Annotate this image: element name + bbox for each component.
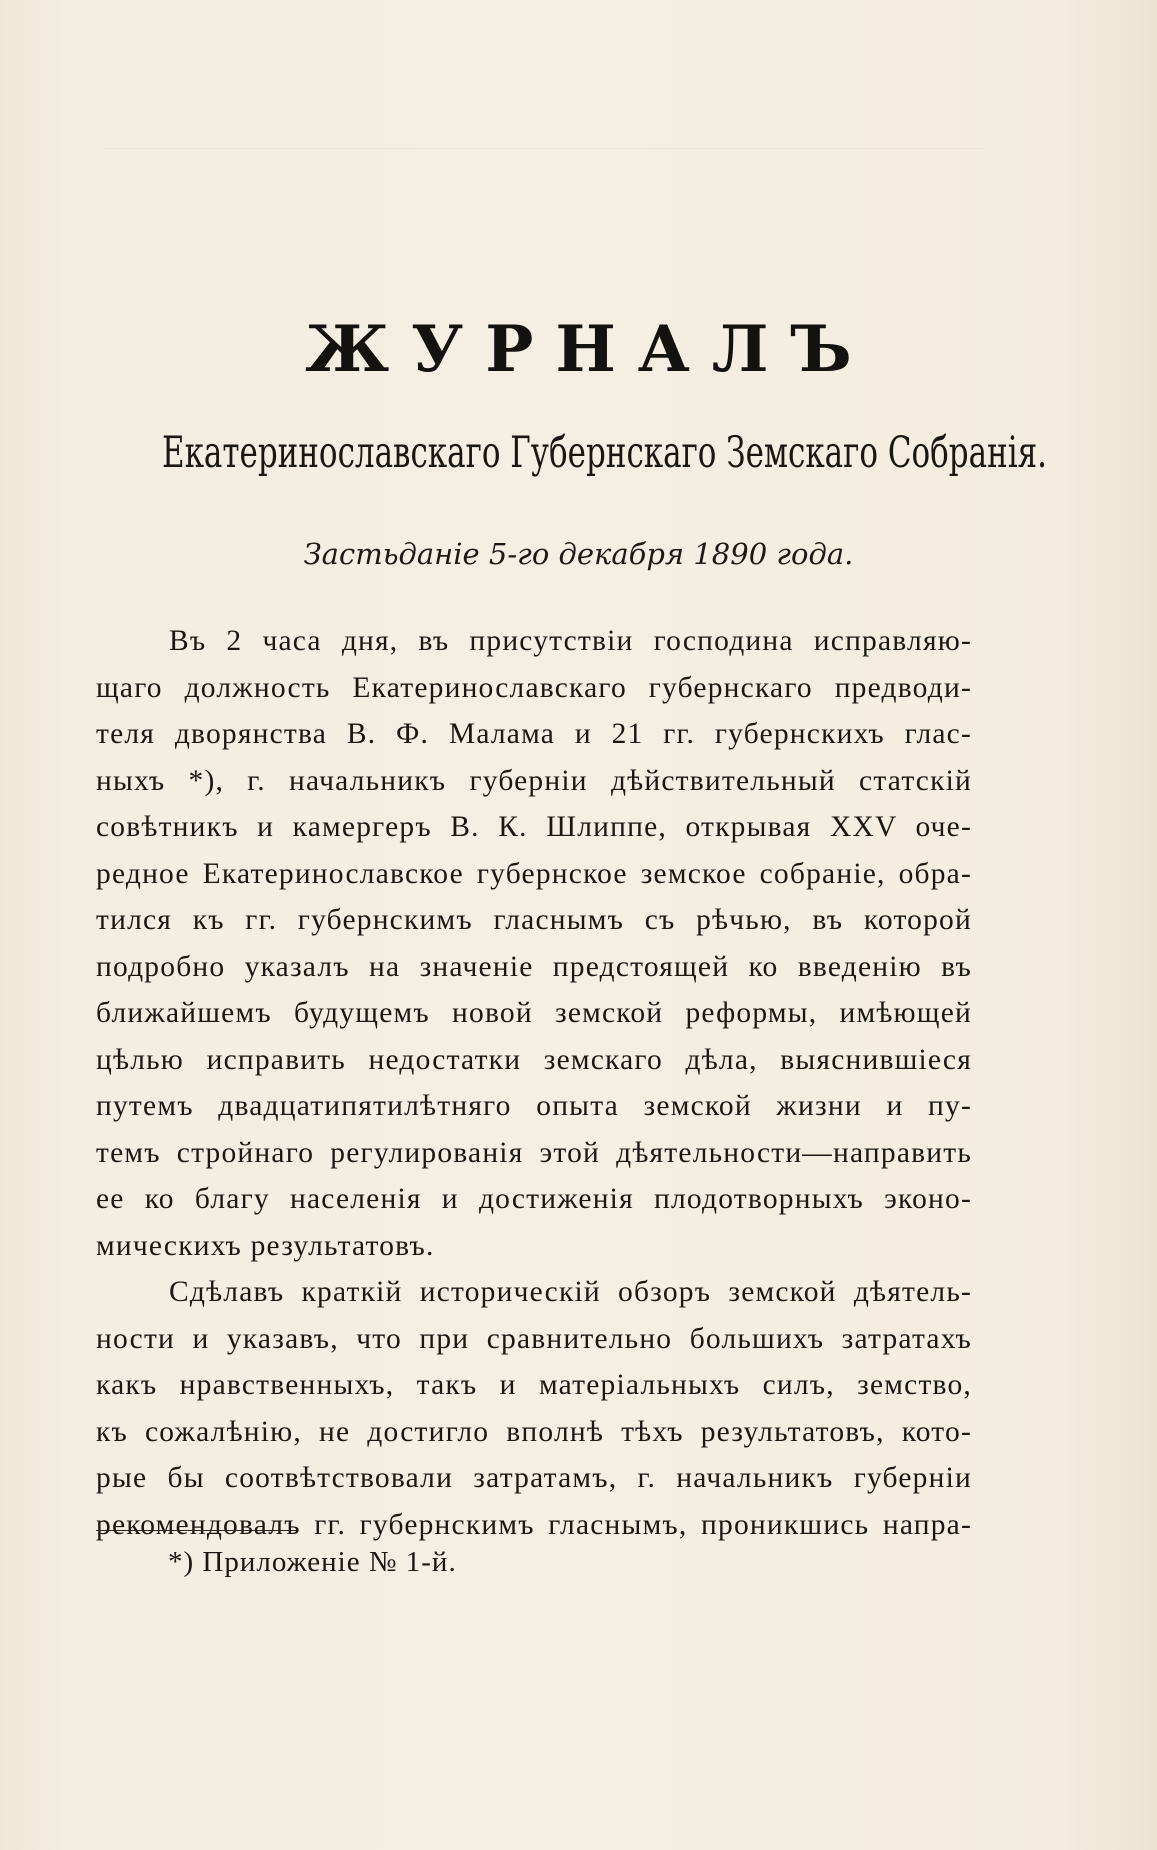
text-line: рекомендовалъ гг. губернскимъ гласнымъ, проникшись напра- — [96, 1508, 972, 1541]
text-line: подробно указалъ на значеніе предстоящей ко введенію въ — [96, 950, 972, 983]
page-title: ЖУРНАЛЪ — [305, 312, 874, 387]
text-line: ее ко благу населенія и достиженія плодотворныхъ эконо- — [96, 1183, 972, 1215]
text-line: къ сожалѣнію, не достигло вполнѣ тѣхъ результатовъ, кото- — [96, 1415, 972, 1448]
body-text — [96, 618, 972, 1548]
text-line: редное Екатеринославское губернское земское собраніе, обра- — [96, 857, 972, 890]
faint-header-rule — [105, 148, 985, 149]
text-line: мическихъ результатовъ. — [96, 1229, 435, 1262]
text-line: ныхъ *), г. начальникъ губерніи дѣйствительный статскій — [96, 764, 972, 797]
footnote: *) Приложеніе № 1-й. — [168, 1546, 457, 1578]
text-line: Въ 2 часа дня, въ присутствіи господина исправляю- — [169, 625, 972, 657]
paragraph-1 — [96, 618, 972, 1269]
text-line: щаго должность Екатеринославскаго губернскаго предводи- — [96, 671, 972, 704]
text-line: ности и указавъ, что при сравнительно большихъ затратахъ — [96, 1322, 972, 1355]
text-line: совѣтникъ и камергеръ В. К. Шлиппе, открывая XXV оче- — [96, 811, 972, 843]
footnote-rule — [96, 1530, 296, 1531]
paragraph-2 — [96, 1269, 972, 1548]
text-line: рые бы соотвѣтствовали затратамъ, г. начальникъ губерніи — [96, 1462, 972, 1494]
text-line: Сдѣлавъ краткій историческій обзоръ земской дѣятель- — [169, 1276, 972, 1308]
page-subtitle: Екатеринославскаго Губернскаго Земскаго Собранія. — [161, 428, 1047, 478]
text-line: тился къ гг. губернскимъ гласнымъ съ рѣчью, въ которой — [96, 904, 972, 936]
text-line: какъ нравственныхъ, такъ и матеріальныхъ силъ, земство, — [96, 1369, 972, 1401]
session-heading: Застьданіе 5-го декабря 1890 года. — [303, 537, 854, 571]
text-line: темъ стройнаго регулированія этой дѣятельности—направить — [96, 1136, 972, 1169]
text-line: путемъ двадцатипятилѣтняго опыта земской жизни и пу- — [96, 1090, 972, 1122]
text-line: теля дворянства В. Ф. Малама и 21 гг. губернскихъ глас- — [96, 718, 972, 750]
text-line: цѣлью исправить недостатки земскаго дѣла, выяснившіеся — [96, 1043, 972, 1076]
text-line: ближайшемъ будущемъ новой земской реформы, имѣющей — [96, 997, 972, 1029]
